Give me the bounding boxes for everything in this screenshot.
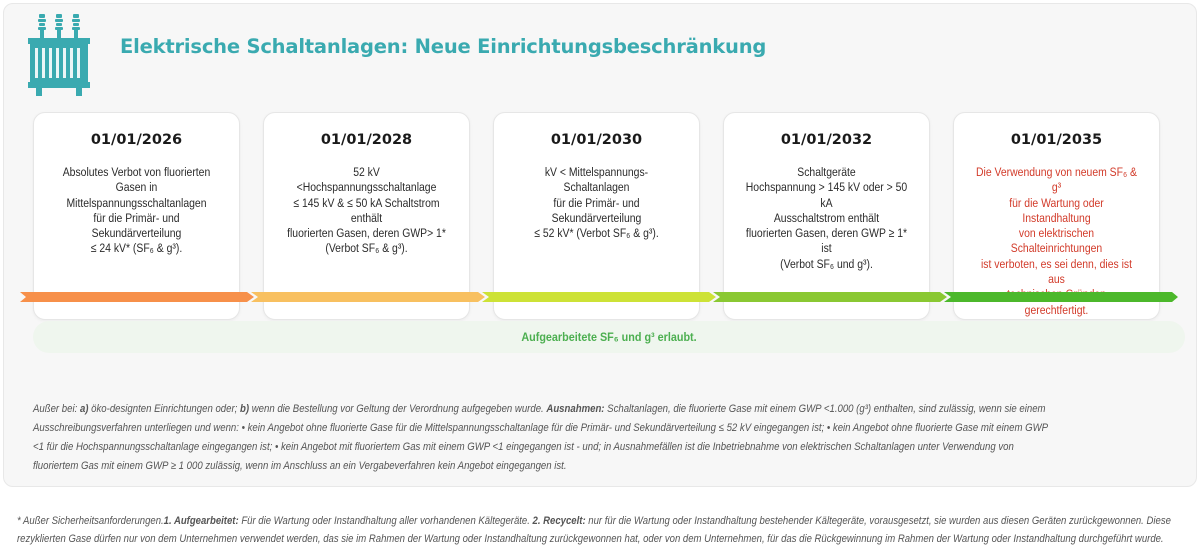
timeline-segment-2030 — [482, 292, 716, 302]
footnote-prefix: * Außer Sicherheitsanforderungen. — [17, 515, 164, 527]
exceptions-text-a: öko-designten Einrichtungen oder; — [88, 403, 240, 415]
footnote-text-1: Für die Wartung oder Instandhaltung aller vorhandenen Kältegeräte. — [238, 515, 533, 527]
milestone-text: Absolutes Verbot von fluorierten Gasen in Mittelspannungsschaltanlagen für die Primär- und Sekundärverteilung ≤ 24 kV* (SF₆ & g³). — [62, 165, 211, 256]
timeline-segment-2028 — [251, 292, 485, 302]
allowed-band — [33, 321, 1185, 353]
footnote — [17, 513, 1180, 548]
exceptions-text-b: wenn die Bestellung vor Geltung der Verordnung aufgegeben wurde. — [249, 403, 547, 415]
milestone-card-2028 — [263, 112, 470, 320]
transformer-icon — [26, 12, 92, 98]
footnote-label-2: 2. Recycelt: — [532, 515, 586, 527]
milestone-text: 52 kV <Hochspannungsschaltanlage ≤ 145 kV & ≤ 50 kA Schaltstrom enthält fluorierten Gasen, deren GWP> 1* (Verbot SF₆ & g³). — [287, 165, 446, 256]
milestone-date: 01/01/2032 — [780, 132, 873, 148]
milestone-card-2035 — [953, 112, 1160, 320]
footnote-label-1: 1. Aufgearbeitet: — [163, 515, 239, 527]
milestone-text: Schaltgeräte Hochspannung > 145 kV oder > 50 kA Ausschaltstrom enthält fluorierten Gasen, deren GWP ≥ 1* ist (Verbot SF₆ und g³). — [745, 165, 908, 271]
milestone-card-2030 — [493, 112, 700, 320]
milestone-card-2026 — [33, 112, 240, 320]
exceptions-label-ausnahmen: Ausnahmen: — [546, 403, 605, 415]
page-title: Elektrische Schaltanlagen: Neue Einrichtungsbeschränkung — [120, 35, 767, 58]
milestone-date: 01/01/2030 — [550, 132, 643, 148]
milestone-date: 01/01/2026 — [90, 132, 183, 148]
milestone-text: kV < Mittelspannungs-Schaltanlagen für die Primär- und Sekundärverteilung ≤ 52 kV* (Verbot SF₆ & g³). — [534, 165, 659, 241]
exceptions-note — [33, 400, 1054, 476]
milestone-card-2032 — [723, 112, 930, 320]
timeline-segment-2032 — [713, 292, 947, 302]
timeline-arrow — [20, 290, 1180, 304]
exceptions-label-a: a) — [79, 403, 89, 415]
exceptions-text-ausnahmen: Schaltanlagen, die fluorierte Gase mit einem GWP <1.000 (g³) enthalten, sind zulässig, wenn sie einem Ausschreibungsverfahren unterliegen und wenn: • kein Angebot ohne fluorierte Gase für die Mittelspannungsschaltanlage für die Primär- und Sekundärverteilung ≤ 52 kV eingegangen ist; • kein Angebot ohne fluorierte Gase mit einem GWP <1 für die Hochspannungsschaltanlage eingegangen ist; • kein Angebot mit fluoriertem Gas mit einem GWP <1 eingegangen ist - und; in Ausnahmefällen ist die Inbetriebnahme von elektrischen Schaltanlagen unter Verwendung von fluoriertem Gas mit einem GWP ≥ 1 000 zulässig, wenn im Anschluss an ein Vergabeverfahren kein Angebot eingegangen ist. — [33, 403, 1048, 472]
exceptions-label-b: b) — [239, 403, 250, 415]
exceptions-prefix: Außer bei: — [33, 403, 80, 415]
footnote-text-2: nur für die Wartung oder Instandhaltung bestehender Kältegeräte, vorausgesetzt, sie wurden aus diesen Geräten zurückgewonnen. Diese rezyklierten Gase dürfen nur von dem Unternehmen verwendet werden, das sie im Rahmen der Wartung oder Instandhaltung zurückgewonnen hat, oder von dem Unternehmen, für das die Rückgewinnung im Rahmen der Wartung oder Instandhaltung durchgeführt wurde. — [17, 515, 1171, 545]
timeline-segment-2026 — [20, 292, 254, 302]
milestone-date: 01/01/2035 — [1010, 132, 1103, 148]
timeline-segment-2035 — [944, 292, 1178, 302]
milestone-text: Die Verwendung von neuem SF₆ & g³ für die Wartung oder Instandhaltung von elektrischen Schalteinrichtungen ist verboten, es sei denn, dies ist aus gerechtfertigt. — [976, 165, 1137, 317]
allowed-band-text: Aufgearbeitete SF₆ und g³ erlaubt. — [521, 330, 697, 344]
milestone-date: 01/01/2028 — [320, 132, 413, 148]
